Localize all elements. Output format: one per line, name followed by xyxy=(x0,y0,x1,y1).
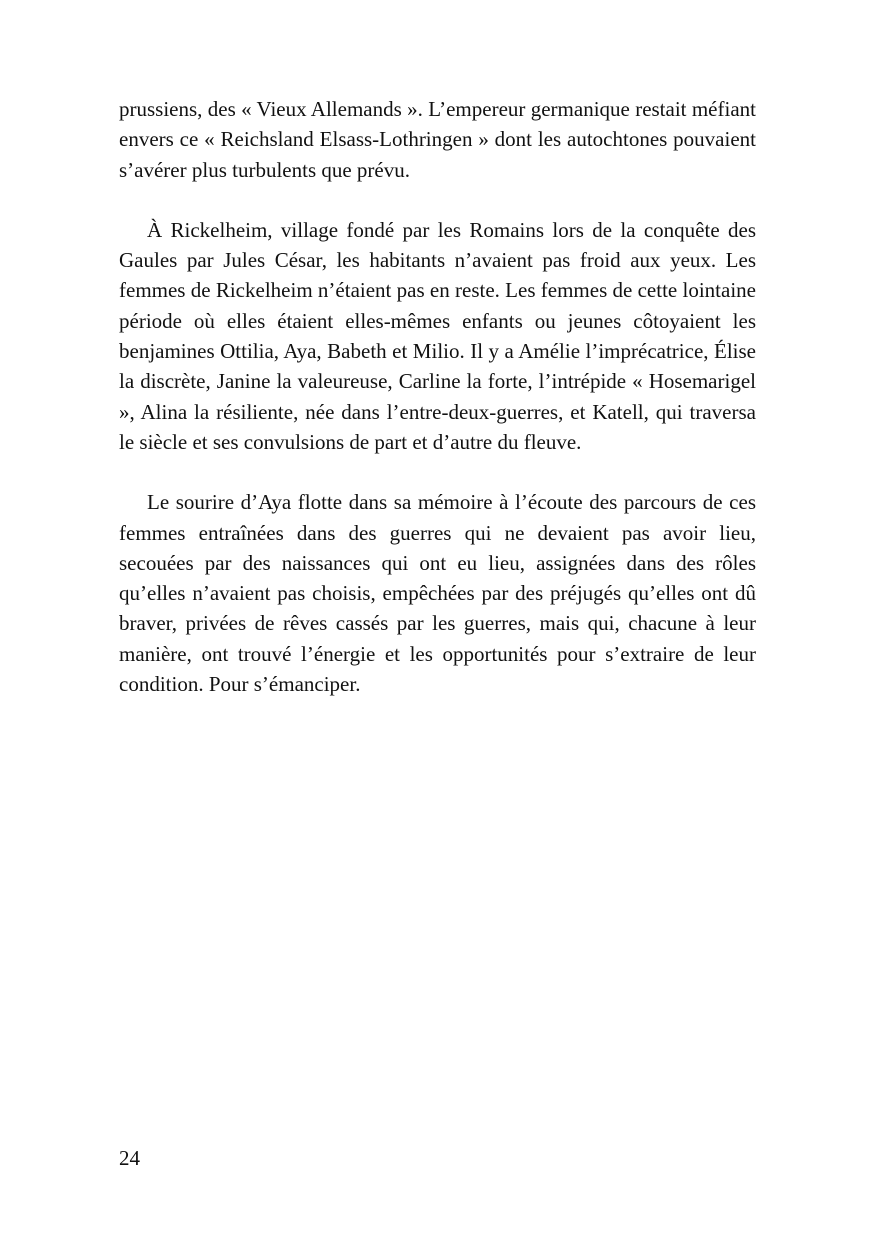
paragraph-continuation: prussiens, des « Vieux Allemands ». L’empereur germanique restait méfiant envers ce « Reichsland Elsass-Lothringen » dont les autochtones pouvaient s’avérer plus turbulents que prévu. xyxy=(119,97,756,182)
page-number: 24 xyxy=(119,1146,140,1170)
body-text xyxy=(119,94,756,699)
paragraph-aya-smile: Le sourire d’Aya flotte dans sa mémoire à l’écoute des parcours de ces femmes entraînées dans des guerres qui ne devaient pas avoir lieu, secouées par des naissances qui ont eu lieu, assignées dans des rôles qu’elles n’avaient pas choisis, empêchées par des préjugés qu’elles ont dû braver, privées de rêves cassés par les guerres, mais qui, chacune à leur manière, ont trouvé l’énergie et les opportunités pour s’extraire de leur condition. Pour s’émanciper. xyxy=(119,490,756,697)
paragraph-rickelheim: À Rickelheim, village fondé par les Romains lors de la conquête des Gaules par Jules César, les habitants n’avaient pas froid aux yeux. Les femmes de Rickelheim n’étaient pas en reste. Les femmes de cette lointaine période où elles étaient elles-mêmes enfants ou jeunes côtoyaient les benjamines Ottilia, Aya, Babeth et Milio. Il y a Amélie l’imprécatrice, Élise la discrète, Janine la valeureuse, Carline la forte, l’intrépide « Hosemarigel », Alina la résiliente, née dans l’entre-deux-guerres, et Katell, qui traversa le siècle et ses convulsions de part et d’autre du fleuve. xyxy=(119,217,756,454)
